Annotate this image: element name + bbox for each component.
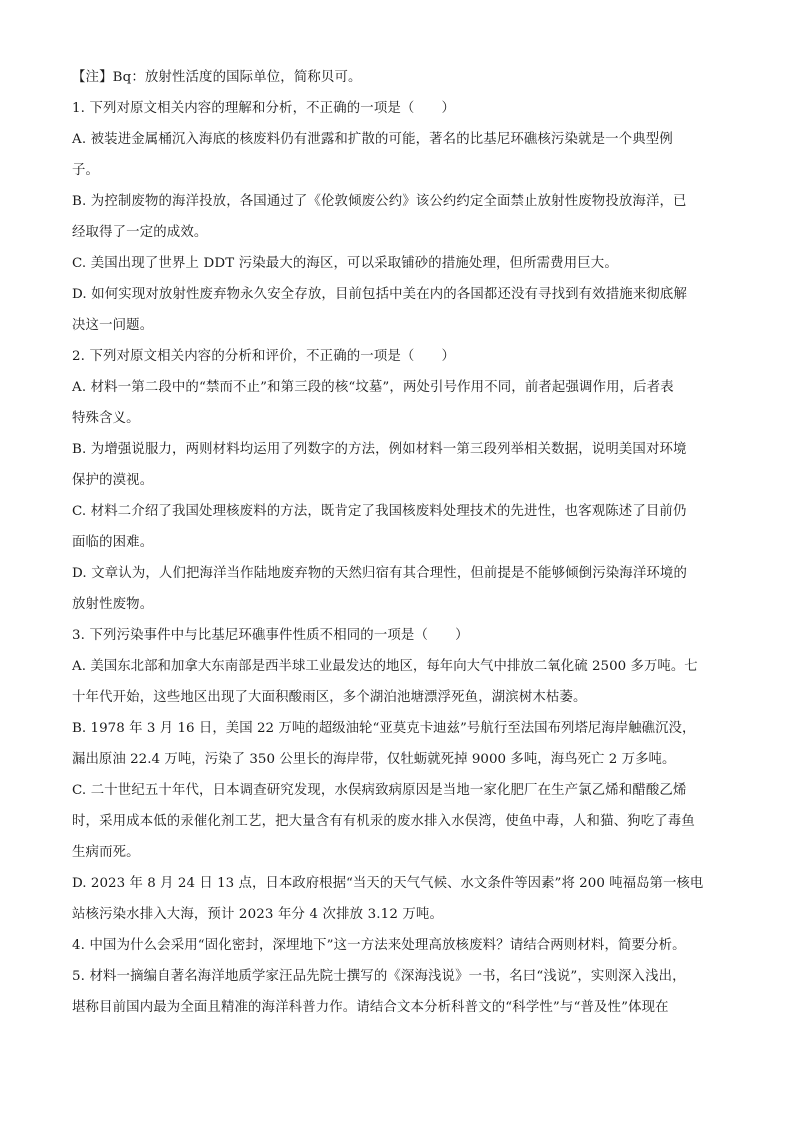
question-2-option-b-line-1: B. 为增强说服力，两则材料均运用了列数字的方法，例如材料一第三段列举相关数据，说明美国对环境 — [72, 442, 687, 457]
question-3-option-d-line-1: D. 2023 年 8 月 24 日 13 点，日本政府根据“当天的天气气候、水文条件等因素”将 200 吨福岛第一核电 — [72, 876, 704, 891]
question-2-option-d-line-1: D. 文章认为，人们把海洋当作陆地废弃物的天然归宿有其合理性，但前提是不能够倾倒污染海洋环境的 — [72, 566, 688, 581]
question-3-option-a-line-1: A. 美国东北部和加拿大东南部是西半球工业最发达的地区，每年向大气中排放二氧化硫 2500 多万吨。七 — [72, 659, 698, 674]
question-3-option-c-line-1: C. 二十世纪五十年代，日本调查研究发现，水俣病致病原因是当地一家化肥厂在生产氯乙烯和醋酸乙烯 — [72, 783, 687, 798]
question-3-option-b-line-2: 漏出原油 22.4 万吨，污染了 350 公里长的海岸带，仅牡蛎就死掉 9000 多吨，海鸟死亡 2 万多吨。 — [72, 752, 676, 767]
question-1-option-d-line-2: 决这一问题。 — [72, 318, 154, 333]
question-2-option-a-line-1: A. 材料一第二段中的“禁而不止”和第三段的核“坟墓”，两处引号作用不同，前者起强调作用，后者表 — [72, 380, 674, 395]
question-3-option-b-line-1: B. 1978 年 3 月 16 日，美国 22 万吨的超级油轮“亚莫克卡迪兹”号航行至法国布列塔尼海岸触礁沉没， — [72, 721, 696, 736]
question-2-option-d-line-2: 放射性废物。 — [72, 597, 154, 612]
question-2-option-c-line-1: C. 材料二介绍了我国处理核废料的方法，既肯定了我国核废料处理技术的先进性，也客观陈述了目前仍 — [72, 504, 687, 519]
question-2-option-a-line-2: 特殊含义。 — [72, 411, 140, 426]
question-1-stem: 1. 下列对原文相关内容的理解和分析，不正确的一项是（ ） — [72, 101, 456, 116]
question-2-option-b-line-2: 保护的漠视。 — [72, 473, 154, 488]
note-line: 【注】Bq：放射性活度的国际单位，简称贝可。 — [72, 70, 362, 85]
question-1-option-b-line-1: B. 为控制废物的海洋投放，各国通过了《伦敦倾废公约》该公约约定全面禁止放射性废物投放海洋，已 — [72, 194, 687, 209]
question-1-option-d-line-1: D. 如何实现对放射性废弃物永久安全存放，目前包括中美在内的各国都还没有寻找到有效措施来彻底解 — [72, 287, 688, 302]
question-2-stem: 2. 下列对原文相关内容的分析和评价，不正确的一项是（ ） — [72, 349, 456, 364]
question-2-option-c-line-2: 面临的困难。 — [72, 535, 154, 550]
document-page — [72, 62, 722, 1023]
question-4-stem: 4. 中国为什么会采用“固化密封，深埋地下”这一方法来处理高放核废料？请结合两则材料，简要分析。 — [72, 938, 686, 953]
question-5-stem-line-2: 堪称目前国内最为全面且精准的海洋科普力作。请结合文本分析科普文的“科学性”与“普及性”体现在 — [72, 1000, 669, 1015]
question-3-option-c-line-3: 生病而死。 — [72, 845, 140, 860]
question-3-option-c-line-2: 时，采用成本低的汞催化剂工艺，把大量含有有机汞的废水排入水俣湾，使鱼中毒，人和猫、狗吃了毒鱼 — [72, 814, 695, 829]
question-1-option-b-line-2: 经取得了一定的成效。 — [72, 225, 208, 240]
question-3-option-a-line-2: 十年代开始，这些地区出现了大面积酸雨区，多个湖泊池塘漂浮死鱼，湖滨树木枯萎。 — [72, 690, 587, 705]
question-1-option-c-line-1: C. 美国出现了世界上 DDT 污染最大的海区，可以采取铺砂的措施处理，但所需费用巨大。 — [72, 256, 618, 271]
question-1-option-a-line-1: A. 被装进金属桶沉入海底的核废料仍有泄露和扩散的可能，著名的比基尼环礁核污染就是一个典型例 — [72, 132, 673, 147]
question-3-stem: 3. 下列污染事件中与比基尼环礁事件性质不相同的一项是（ ） — [72, 628, 469, 643]
question-3-option-d-line-2: 站核污染水排入大海，预计 2023 年分 4 次排放 3.12 万吨。 — [72, 907, 444, 922]
question-1-option-a-line-2: 子。 — [72, 163, 100, 178]
question-5-stem: 5. 材料一摘编自著名海洋地质学家汪品先院士撰写的《深海浅说》一书，名曰“浅说”，实则深入浅出， — [72, 969, 686, 984]
